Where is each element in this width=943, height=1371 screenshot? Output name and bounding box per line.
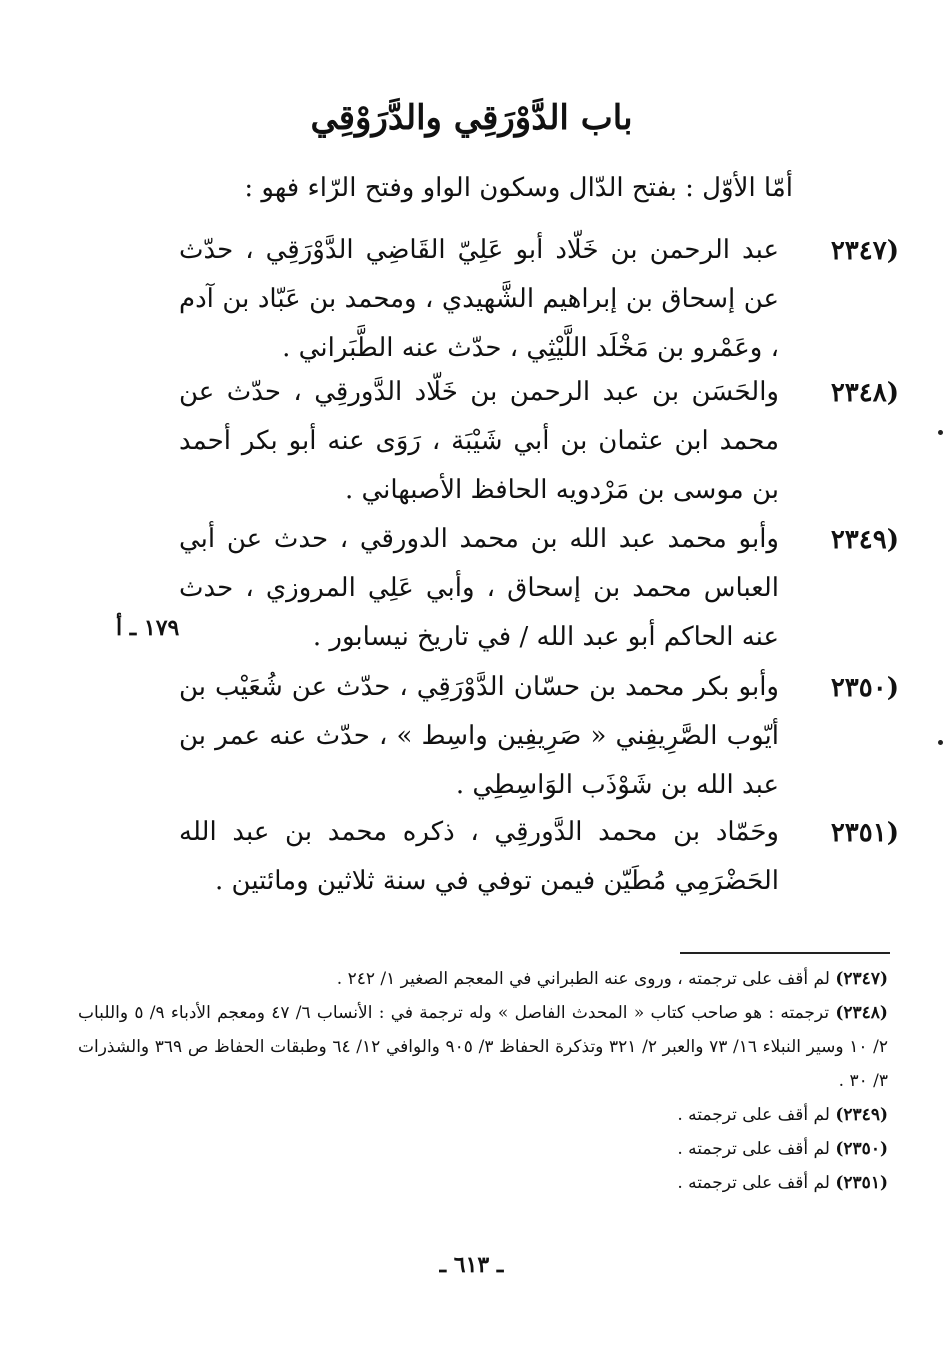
entry-number: (٢٣٥٠: [830, 673, 899, 703]
entry-number: (٢٣٤٨: [830, 378, 899, 408]
footnote-item: [78, 1166, 888, 1200]
entry-text: وأبو بكر محمد بن حسّان الدَّوْرَقِي ، حدّث عن شُعَيْب بن أيّوب الصَّرِيفِني « صَرِيفِين واسِط » ، حدّث عنه عمر بن عبد الله بن شَوْذَب الوَاسِطِي .: [179, 672, 779, 800]
footnote-number: (٢٣٤٩): [835, 1105, 888, 1125]
footnote-text: لم أقف على ترجمته .: [677, 1105, 830, 1125]
scan-mark: [938, 430, 943, 435]
footnote-item: [78, 1132, 888, 1166]
footnote-text: لم أقف على ترجمته ، وروى عنه الطبراني في المعجم الصغير ١/ ٢٤٢ .: [336, 969, 830, 989]
footnotes: [78, 962, 888, 1200]
footnote-text: لم أقف على ترجمته .: [677, 1173, 830, 1193]
footnote-number: (٢٣٤٧): [835, 969, 888, 989]
entry-text: وأبو محمد عبد الله بن محمد الدورقي ، حدث عن أبي العباس محمد بن إسحاق ، وأبي عَلِي المروزي ، حدث عنه الحاكم أبو عبد الله / في تاريخ نيسابور .: [179, 524, 779, 652]
entry-number: (٢٣٤٧: [830, 236, 899, 266]
footnote-item: [78, 996, 888, 1098]
page-number: ـ ٦١٣ ـ: [439, 1252, 504, 1278]
footnote-number: (٢٣٤٨): [835, 1003, 888, 1023]
footnote-text: لم أقف على ترجمته .: [677, 1139, 830, 1159]
entry-number: (٢٣٥١: [830, 818, 899, 848]
footnote-item: [78, 1098, 888, 1132]
manuscript-folio-note: ١٧٩ ـ أ: [116, 615, 180, 641]
entry-text: والحَسَن بن عبد الرحمن بن خَلّاد الدَّورقِي ، حدّث عن محمد ابن عثمان بن أبي شَيْبَة ، رَوَى عنه أبو بكر أحمد بن موسى بن مَرْدويه الحافظ الأصبهاني .: [179, 377, 779, 505]
intro-line: أمّا الأوّل : بفتح الدّال وسكون الواو وفتح الرّاء فهو :: [244, 173, 793, 203]
page-title: باب الدَّوْرَقِي والدَّرَوْقِي: [310, 98, 633, 138]
entry-text: وحَمّاد بن محمد الدَّورقِي ، ذكره محمد بن عبد الله الحَضْرَمِي مُطَيّن فيمن توفي في سنة ثلاثين ومائتين .: [179, 817, 779, 896]
footnote-divider: [680, 952, 890, 954]
footnote-number: (٢٣٥١): [835, 1173, 888, 1193]
footnote-number: (٢٣٥٠): [835, 1139, 888, 1159]
scan-mark: [938, 740, 943, 745]
entry-number: (٢٣٤٩: [830, 525, 899, 555]
footnote-item: [78, 962, 888, 996]
entry-text: عبد الرحمن بن خَلّاد أبو عَلِيّ القَاضِي الدَّوْرَقِي ، حدّث عن إسحاق بن إبراهيم الشَّهيدي ، ومحمد بن عَبّاد بن آدم ، وعَمْرو بن مَخْلَد اللَّيْثِي ، حدّث عنه الطَّبَراني .: [179, 235, 779, 363]
footnote-text: ترجمته : هو صاحب كتاب « المحدث الفاصل » وله ترجمة في : الأنساب ٦/ ٤٧ ومعجم الأدباء ٩/ ٥ واللباب ٢/ ١٠ وسير النبلاء ١٦/ ٧٣ والعبر ٢/ ٣٢١ وتذكرة الحفاظ ٣/ ٩٠٥ والوافي ١٢/ ٦٤ وطبقات الحفاظ ص ٣٦٩ والشذرات ٣/ ٣٠ .: [78, 1003, 889, 1091]
